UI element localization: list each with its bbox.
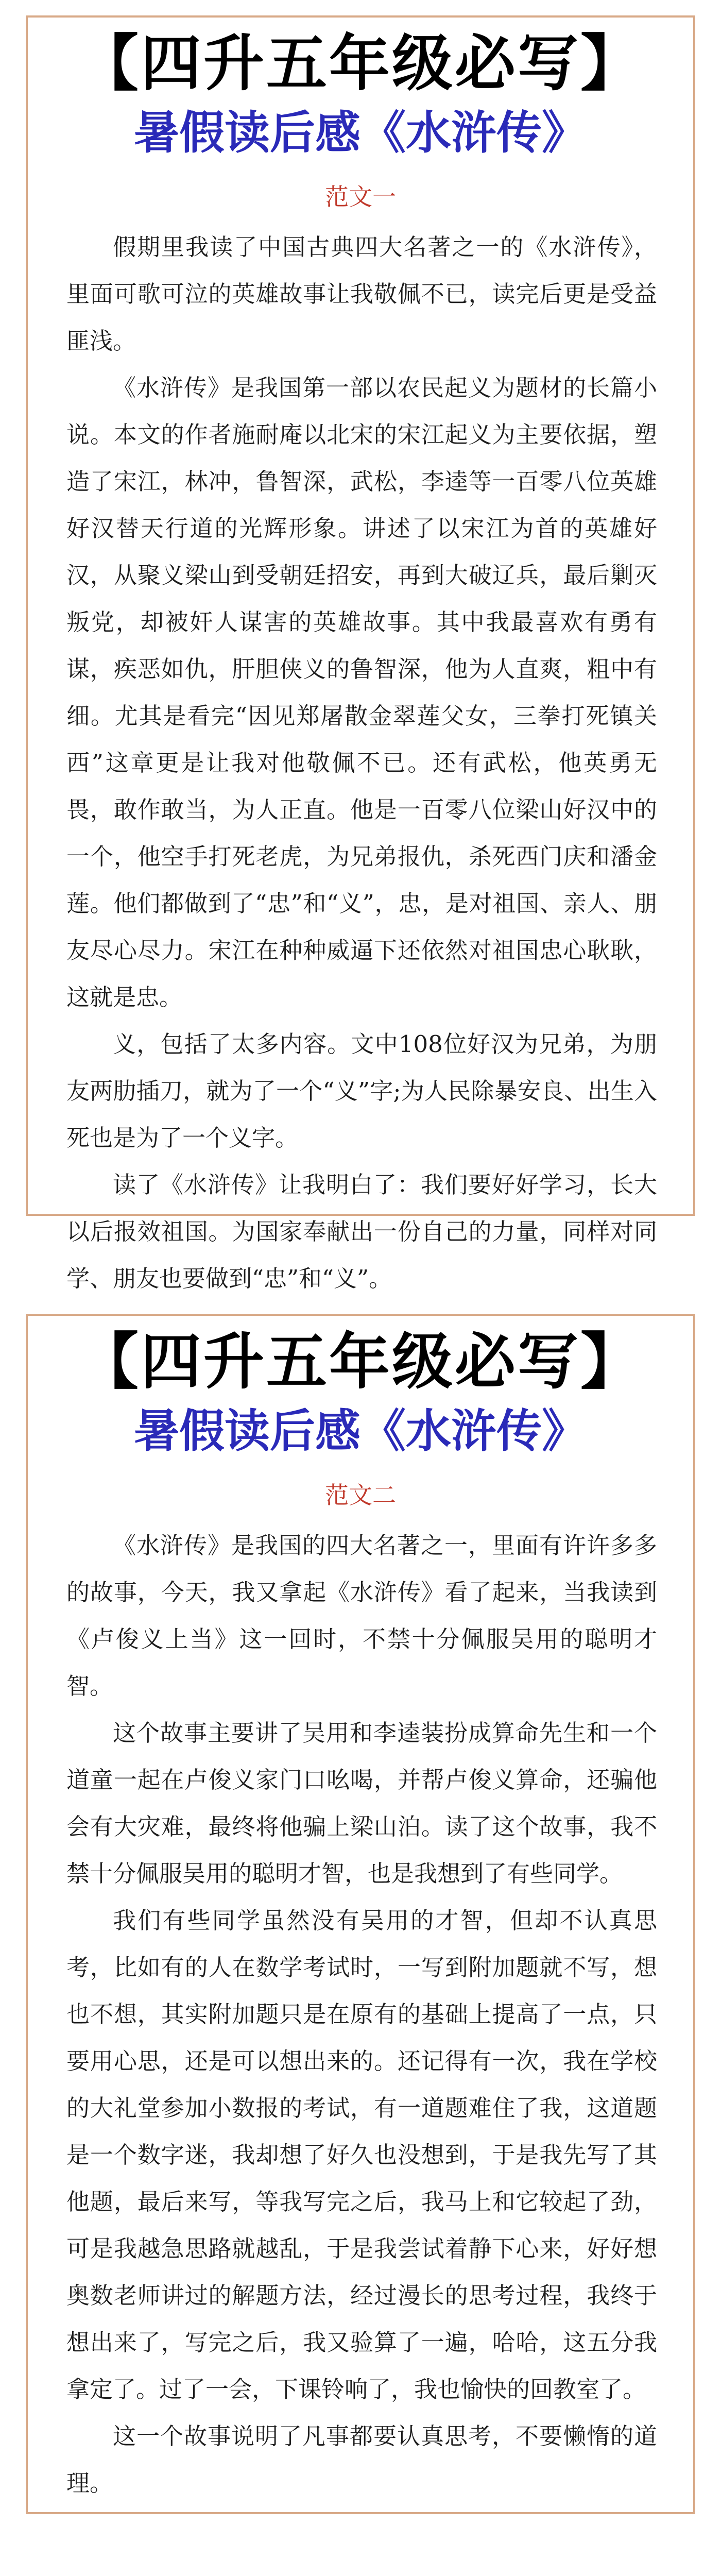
paragraph: 假期里我读了中国古典四大名著之一的《水浒传》，里面可歌可泣的英雄故事让我敬佩不已，读完后更是受益匪浅。 xyxy=(66,233,657,354)
grade-header: 【四升五年级必写】 xyxy=(77,1326,643,1397)
essay-body xyxy=(66,224,657,1302)
essay-body xyxy=(66,1522,657,2506)
essay-title: 暑假读后感《水浒传》 xyxy=(133,1404,587,1458)
paragraph: 《水浒传》是我国第一部以农民起义为题材的长篇小说。本文的作者施耐庵以北宋的宋江起义为主要依据，塑造了宋江，林冲，鲁智深，武松，李逵等一百零八位英雄好汉替天行道的光辉形象。讲述了以宋江为首的英雄好汉，从聚义梁山到受朝廷招安，再到大破辽兵，最后剿灭叛党，却被奸人谋害的英雄故事。其中我最喜欢有勇有谋，疾恶如仇，肝胆侠义的鲁智深，他为人直爽，粗中有细。尤其是看完“因见郑屠散金翠莲父女，三拳打死镇关西”这章更是让我对他敬佩不已。还有武松，他英勇无畏，敢作敢当，为人正直。他是一百零八位梁山好汉中的一个，他空手打死老虎，为兄弟报仇，杀死西门庆和潘金莲。他们都做到了“忠”和“义”，忠，是对祖国、亲人、朋友尽心尽力。宋江在种种威逼下还依然对祖国忠心耿耿，这就是忠。 xyxy=(66,374,657,1011)
paragraph: 这一个故事说明了凡事都要认真思考，不要懒惰的道理。 xyxy=(66,2422,657,2497)
sample-label: 范文二 xyxy=(325,1481,396,1509)
paragraph: 我们有些同学虽然没有吴用的才智，但却不认真思考，比如有的人在数学考试时，一写到附加题就不写，想也不想，其实附加题只是在原有的基础上提高了一点，只要用心思，还是可以想出来的。还记得有一次，我在学校的大礼堂参加小数报的考试，有一道题难住了我，这道题是一个数字迷，我却想了好久也没想到，于是我先写了其他题，最后来写，等我写完之后，我马上和它较起了劲，可是我越急思路就越乱，于是我尝试着静下心来，好好想奥数老师讲过的解题方法，经过漫长的思考过程，我终于想出来了，写完之后，我又验算了一遍，哈哈，这五分我拿定了。过了一会，下课铃响了，我也愉快的回教室了。 xyxy=(66,1907,657,2403)
paragraph: 义，包括了太多内容。文中108位好汉为兄弟，为朋友两肋插刀，就为了一个“义”字;为人民除暴安良、出生入死也是为了一个义字。 xyxy=(66,1030,657,1151)
essay-card-2 xyxy=(26,1314,695,2514)
paragraph: 这个故事主要讲了吴用和李逵装扮成算命先生和一个道童一起在卢俊义家门口吆喝，并帮卢俊义算命，还骗他会有大灾难，最终将他骗上梁山泊。读了这个故事，我不禁十分佩服吴用的聪明才智，也是我想到了有些同学。 xyxy=(66,1719,657,1887)
essay-card-1 xyxy=(26,15,695,1292)
grade-header: 【四升五年级必写】 xyxy=(77,28,643,99)
paragraph: 读了《水浒传》让我明白了：我们要好好学习，长大以后报效祖国。为国家奉献出一份自己的力量，同样对同学、朋友也要做到“忠”和“义”。 xyxy=(66,1171,657,1292)
paragraph: 《水浒传》是我国的四大名著之一，里面有许许多多的故事，今天，我又拿起《水浒传》看了起来，当我读到《卢俊义上当》这一回时，不禁十分佩服吴用的聪明才智。 xyxy=(66,1532,657,1700)
sample-label: 范文一 xyxy=(325,183,396,211)
essay-title: 暑假读后感《水浒传》 xyxy=(133,106,587,159)
